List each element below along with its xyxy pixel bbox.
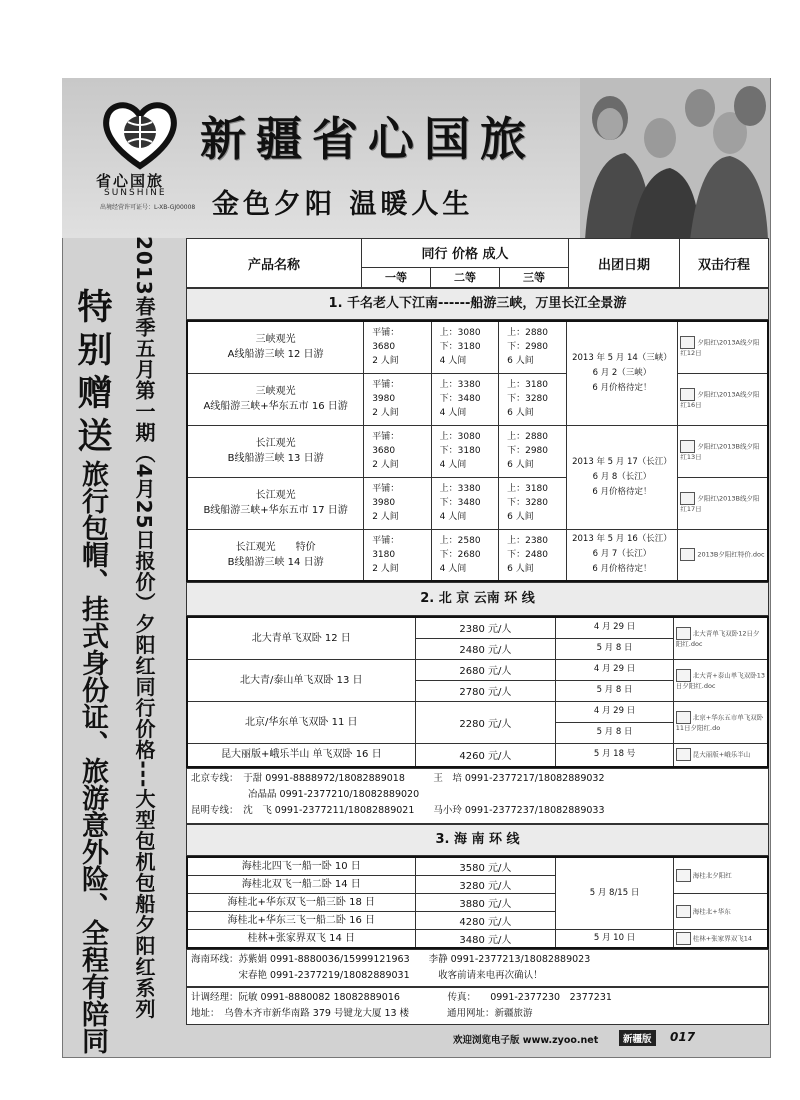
- s2-price: 4260 元/人: [415, 743, 556, 767]
- t: 2013 年 5 月 17（长江）: [572, 456, 672, 467]
- contact-line: 冶晶晶 0991-2377210/18082889020: [191, 789, 420, 800]
- t: 6 人间: [507, 512, 534, 522]
- t: 夕阳红\2013A线夕阳红16日: [680, 390, 760, 409]
- t: A线船游三峡+华东五市 16 日游: [203, 401, 348, 412]
- license-number: 出境经营许可证号：L-XB-GJ00008: [100, 204, 196, 211]
- section2-contacts: [186, 768, 769, 824]
- edition-tag: 新疆版: [619, 1030, 656, 1046]
- doc-icon: [676, 711, 691, 724]
- t: 下：2980: [507, 446, 549, 456]
- t: 夕阳红\2013B线夕阳红13日: [680, 442, 760, 461]
- s1-date: [566, 529, 678, 581]
- doc-icon: [680, 548, 695, 561]
- s3-product: 海桂北双飞一船二卧 14 日: [187, 876, 415, 894]
- s1-product: [187, 477, 364, 529]
- contact-line: 地址： 乌鲁木齐市新华南路 379 号键龙大厦 13 楼 通用网址：新疆旅游: [191, 1008, 533, 1019]
- s3-product: 海桂北+华东三飞一船二卧 16 日: [187, 912, 415, 930]
- t: 平铺：: [372, 380, 400, 390]
- section3-title: 3. 海 南 环 线: [186, 824, 769, 856]
- s2-date: 5 月 8 日: [556, 722, 673, 743]
- promo-vertical-title: 2013春季五月第一期（4月25日报价）夕阳红同行价格---大型包机包船夕阳红系列: [132, 236, 156, 1020]
- t: 北大青单飞双卧12日夕阳红.doc: [675, 629, 760, 649]
- t: 3680: [372, 342, 396, 353]
- t: 3680: [372, 446, 396, 456]
- s3-price: 3580 元/人: [415, 857, 556, 876]
- s2-date: 4 月 29 日: [556, 701, 673, 722]
- s3-price: 3280 元/人: [415, 876, 556, 894]
- col-class2: 二等: [431, 267, 500, 287]
- slogan: 金色夕阳 温暖人生: [212, 189, 474, 220]
- s3-price: 3480 元/人: [415, 930, 556, 949]
- doc-icon: [680, 388, 695, 401]
- t: 4 人间: [439, 563, 467, 574]
- t: 2 人间: [372, 512, 399, 522]
- s2-product: 北大青/泰山单飞双卧 13 日: [187, 659, 415, 701]
- section2-table: [186, 616, 769, 768]
- t: 2 人间: [372, 460, 399, 470]
- t: 北大青+泰山单飞双卧13日夕阳红.doc: [675, 671, 765, 690]
- s1-product: [187, 321, 364, 373]
- t: 下：3180: [439, 446, 481, 456]
- gift-items: 旅行包帽、挂式身份证、旅游意外险、全程有陪同: [77, 460, 108, 1054]
- t: 昆大丽版+峨乐半山: [692, 750, 751, 759]
- price-table-area: [186, 238, 769, 1025]
- s2-doc-link[interactable]: [673, 743, 768, 767]
- s1-sub: A线船游三峡 12 日游: [227, 349, 324, 361]
- s1-doc-link[interactable]: [678, 425, 768, 477]
- t: 海桂北+华东: [692, 907, 731, 916]
- section2-title: 2. 北 京 云南 环 线: [186, 582, 769, 616]
- doc-icon: [676, 748, 691, 761]
- s1-price3: [499, 477, 566, 529]
- special-gift-text: [72, 288, 112, 1054]
- t: 3180: [372, 549, 396, 560]
- s1-price3: [499, 321, 566, 373]
- section1-table: [186, 320, 769, 582]
- t: 6 月价格待定！: [592, 486, 652, 497]
- t: 下：2480: [507, 549, 549, 560]
- t: 下：2980: [507, 342, 549, 353]
- s1-price3: [499, 373, 566, 425]
- t: 2013 年 5 月 14（三峡）: [572, 352, 672, 363]
- s1-price2: [431, 321, 498, 373]
- t: 2013B夕阳红特价.doc: [697, 550, 765, 559]
- website-link[interactable]: 欢迎浏览电子版 www.zyoo.net: [453, 1035, 599, 1046]
- t: 下：3480: [439, 394, 481, 404]
- t: 上：2380: [507, 535, 549, 546]
- s2-price: 2780 元/人: [415, 680, 556, 701]
- t: 平铺：: [372, 535, 400, 546]
- t: 2 人间: [372, 563, 399, 574]
- doc-icon: [676, 869, 691, 882]
- s1-price2: [431, 477, 498, 529]
- s1-price1: [364, 373, 431, 425]
- t: 上：3080: [439, 432, 481, 442]
- t: 上：3180: [507, 484, 549, 494]
- t: 下：3480: [439, 498, 481, 508]
- t: B线船游三峡 14 日游: [227, 556, 324, 568]
- t: 6 人间: [507, 563, 534, 574]
- doc-icon: [676, 627, 691, 640]
- t: 4 人间: [439, 356, 467, 367]
- t: 6 月 7（长江）: [592, 549, 652, 560]
- s2-price: 2680 元/人: [415, 659, 556, 680]
- s3-date: 5 月 10 日: [556, 930, 673, 949]
- col-class1: 一等: [362, 267, 431, 287]
- t: 上：3080: [439, 328, 481, 339]
- t: 上：2580: [439, 535, 481, 546]
- t: 4 人间: [439, 408, 467, 418]
- t: 下：3180: [439, 342, 481, 353]
- contact-line: 昆明专线： 沈 飞 0991-2377211/18082889021 马小玲 0991-2377237/18082889033: [191, 805, 605, 816]
- s1-price2: [431, 425, 498, 477]
- s2-date: 4 月 29 日: [556, 659, 673, 680]
- s2-product: 北京/华东单飞双卧 11 日: [187, 701, 415, 743]
- s1-price2: [431, 373, 498, 425]
- doc-icon: [676, 905, 691, 918]
- t: 下：3280: [507, 394, 549, 404]
- s1-product: [187, 425, 364, 477]
- s2-doc-link[interactable]: [673, 617, 768, 659]
- t: 上：2880: [507, 328, 549, 339]
- t: 夕阳红\2013B线夕阳红17日: [680, 494, 760, 513]
- doc-icon: [680, 440, 695, 453]
- t: 长江观光: [255, 490, 296, 501]
- s2-price: 2280 元/人: [415, 701, 556, 743]
- s1-price1: [364, 425, 431, 477]
- t: 4 人间: [439, 460, 467, 470]
- brand-title: 新疆省心国旅: [200, 112, 536, 166]
- s3-doc-link[interactable]: [673, 894, 768, 930]
- t: 上：3180: [507, 380, 549, 390]
- t: 6 月 2（三峡）: [592, 367, 652, 378]
- t: 上：3380: [439, 484, 481, 494]
- s1-doc-link[interactable]: [678, 529, 768, 581]
- doc-icon: [680, 492, 695, 505]
- col-product: 产品名称: [187, 239, 362, 288]
- t: 2 人间: [372, 408, 399, 418]
- t: B线船游三峡+华东五市 17 日游: [203, 505, 348, 516]
- t: 长江观光: [255, 438, 296, 449]
- t: 三峡观光: [255, 386, 296, 397]
- t: B线船游三峡 13 日游: [227, 453, 324, 464]
- s2-product: 昆大丽版+峨乐半山 单飞双卧 16 日: [187, 743, 415, 767]
- s3-product: 海桂北四飞一船一卧 10 日: [187, 857, 415, 876]
- contact-line: 海南环线：苏紫娟 0991-8880036/15999121963 李静 0991-2377213/18082889023: [191, 954, 591, 965]
- col-date: 出团日期: [569, 239, 680, 288]
- contact-line: 北京专线： 于甜 0991-8888972/18082889018 王 培 0991-2377217/18082889032: [191, 773, 605, 784]
- t: 桂林+张家界双飞14: [692, 934, 752, 943]
- s1-name: 三峡观光: [255, 334, 296, 346]
- t: 6 月 8（长江）: [592, 471, 652, 482]
- s1-price1: [364, 477, 431, 529]
- s1-price1: [364, 321, 431, 373]
- s1-doc-link[interactable]: [678, 321, 768, 373]
- s3-doc-link[interactable]: [673, 930, 768, 949]
- t: 6 月价格待定！: [592, 382, 652, 393]
- s3-date: 5 月 8/15 日: [556, 857, 673, 930]
- s1-product: [187, 373, 364, 425]
- col-price: 同行 价格 成人: [362, 239, 569, 268]
- s2-date: 4 月 29 日: [556, 617, 673, 638]
- t: 平铺：: [372, 484, 400, 494]
- s1-date: [566, 425, 678, 529]
- section1-title: 1. 千名老人下江南------船游三峡，万里长江全景游: [186, 288, 769, 320]
- s2-product: 北大青单飞双卧 12 日: [187, 617, 415, 659]
- t: 海桂北夕阳红: [692, 871, 732, 880]
- s1-doc-link[interactable]: [678, 477, 768, 529]
- gift-title: 特别赠送: [72, 288, 112, 460]
- t: 上：3380: [439, 380, 481, 390]
- s1-price3: [499, 529, 566, 581]
- section3-table: [186, 856, 769, 949]
- s3-price: 4280 元/人: [415, 912, 556, 930]
- s1-date: [566, 321, 678, 425]
- s1-product: [187, 529, 364, 581]
- t: 6 人间: [507, 408, 534, 418]
- s2-price: 2380 元/人: [415, 617, 556, 638]
- contact-line: 宋春艳 0991-2377219/18082889031 收客前请来电再次确认！: [191, 970, 543, 981]
- t: 夕阳红\2013A线夕阳红12日: [680, 338, 760, 358]
- s1-price3: [499, 425, 566, 477]
- s3-price: 3880 元/人: [415, 894, 556, 912]
- t: 3980: [372, 498, 396, 508]
- s2-date: 5 月 8 日: [556, 680, 673, 701]
- t: 4 人间: [439, 512, 467, 522]
- doc-icon: [676, 669, 691, 682]
- t: 6 人间: [507, 460, 534, 470]
- s3-product: 桂林+张家界双飞 14 日: [187, 930, 415, 949]
- t: 长江观光 特价: [235, 541, 316, 553]
- seniors-photo: [580, 78, 770, 240]
- contact-line: 计调经理：阮敏 0991-8880082 18082889016 传真： 0991-2377230 2377231: [191, 992, 612, 1003]
- t: 平铺：: [372, 432, 400, 442]
- s3-doc-link[interactable]: [673, 857, 768, 894]
- t: 下：2680: [439, 549, 481, 560]
- t: 北京+华东五市单飞双卧11日夕阳红.do: [675, 713, 764, 732]
- page-number: 017: [670, 1030, 696, 1044]
- logo-english: SUNSHINE: [104, 188, 167, 198]
- footer-contacts: [186, 987, 769, 1025]
- t: 6 人间: [507, 356, 534, 367]
- header-table: [186, 238, 769, 288]
- s3-product: 海桂北+华东双飞一船三卧 18 日: [187, 894, 415, 912]
- s2-date: 5 月 18 号: [556, 743, 673, 767]
- s2-date: 5 月 8 日: [556, 638, 673, 659]
- t: 3980: [372, 394, 396, 404]
- s2-price: 2480 元/人: [415, 638, 556, 659]
- s1-price1: [364, 529, 431, 581]
- t: 下：3280: [507, 498, 549, 508]
- s1-doc-link[interactable]: [678, 373, 768, 425]
- section3-contacts: [186, 949, 769, 987]
- t: 2013 年 5 月 16（长江）: [572, 534, 672, 545]
- s2-doc-link[interactable]: [673, 659, 768, 701]
- col-itinerary: 双击行程: [680, 239, 769, 288]
- doc-icon: [680, 336, 695, 349]
- t: 2 人间: [372, 356, 399, 367]
- col-class3: 三等: [500, 267, 569, 287]
- s1-price2: [431, 529, 498, 581]
- logo-chinese: 省心国旅: [96, 172, 165, 190]
- s2-doc-link[interactable]: [673, 701, 768, 743]
- t: 上：2880: [507, 432, 549, 442]
- page-footer: [453, 1030, 769, 1048]
- t: 平铺：: [372, 328, 400, 339]
- heart-globe-logo: [100, 98, 180, 170]
- t: 6 月价格待定！: [592, 564, 652, 575]
- doc-icon: [676, 932, 691, 945]
